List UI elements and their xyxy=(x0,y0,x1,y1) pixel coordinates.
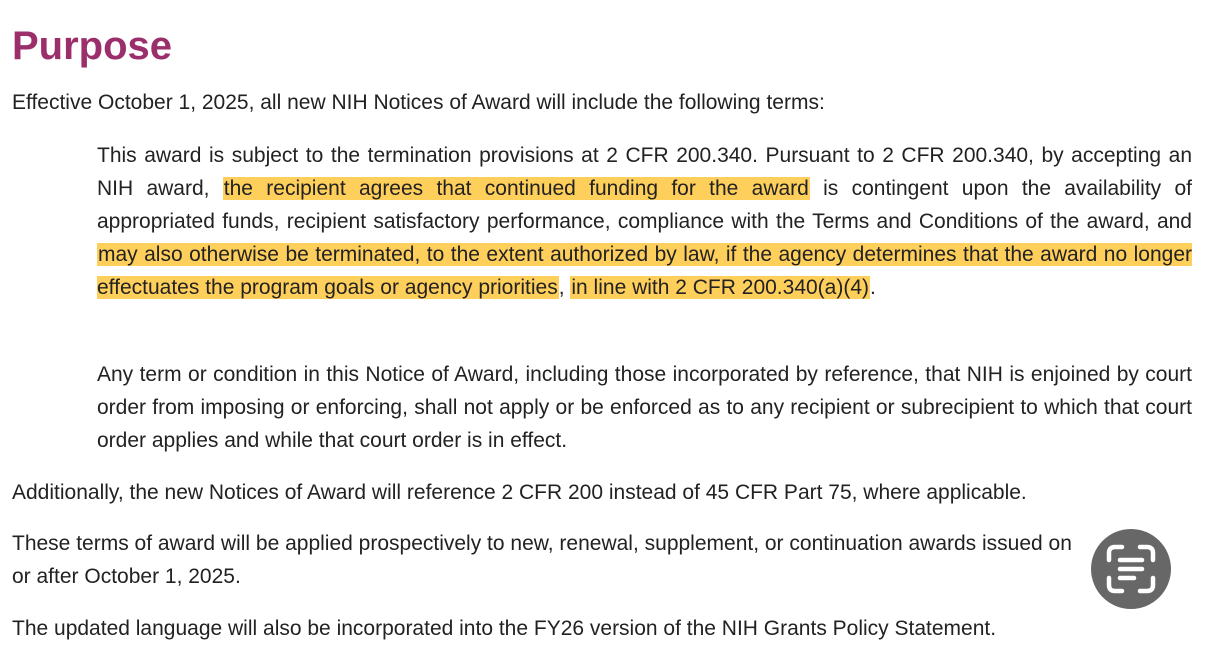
live-text-scan-icon xyxy=(1103,541,1159,597)
intro-paragraph: Effective October 1, 2025, all new NIH Notices of Award will include the following terms: xyxy=(12,91,825,114)
page-title: Purpose xyxy=(12,24,173,68)
quote1-text-4: . xyxy=(870,276,876,299)
highlight-continued-funding: the recipient agrees that continued funding for the award xyxy=(223,177,809,200)
highlight-cfr-reference: in line with 2 CFR 200.340(a)(4) xyxy=(571,276,870,299)
quote1-text-1: This award is subject to the termination provisions at 2 CFR 200.340. Pursuant to 2 CFR 200.340, by accepting an NIH award, xyxy=(97,144,1192,200)
highlight-termination: may also otherwise be terminated, to the extent authorized by law, if the agency determines that the award no longer effectuates the program goals or agency priorities xyxy=(97,243,1192,299)
live-text-button[interactable] xyxy=(1091,529,1171,609)
quote1-text-2: is contingent upon the availability of appropriated funds, recipient satisfactory performance, compliance with the Terms and Conditions of the award, and xyxy=(97,177,1192,233)
paragraph-updated-language: The updated language will also be incorporated into the FY26 version of the NIH Grants Policy Statement. xyxy=(12,617,997,640)
paragraph-additionally: Additionally, the new Notices of Award will reference 2 CFR 200 instead of 45 CFR Part 75, where applicable. xyxy=(12,481,1027,504)
quote1-text-3: , xyxy=(558,276,571,299)
quoted-term-court-order: Any term or condition in this Notice of Award, including those incorporated by reference, that NIH is enjoined by court order from imposing or enforcing, shall not apply or be enforced as to any recipient or subrecipient to which that court order applies and while that court order is in effect. xyxy=(97,363,1192,452)
quoted-term-termination xyxy=(97,139,1192,304)
paragraph-terms-applied: These terms of award will be applied prospectively to new, renewal, supplement, or continuation awards issued on or after October 1, 2025. xyxy=(12,532,1072,588)
